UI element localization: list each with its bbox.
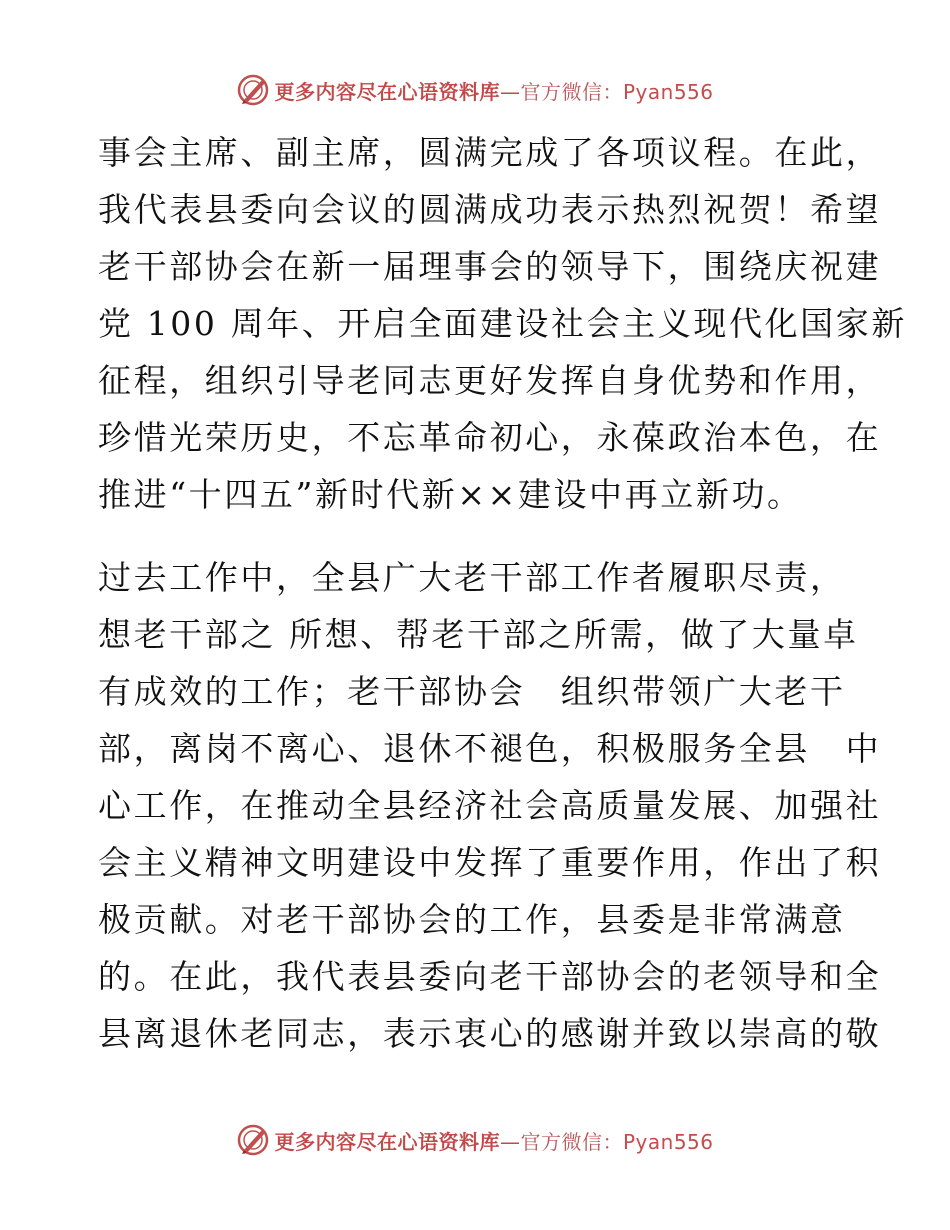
text-line: 部，离岗不离心、退休不褪色，积极服务全县 中 xyxy=(98,729,882,768)
paragraph-gap xyxy=(98,523,858,549)
text-line: 心工作，在推动全县经济社会高质量发展、加强社 xyxy=(98,786,882,825)
header-watermark xyxy=(0,70,950,110)
text-line: 有成效的工作；老干部协会 组织带领广大老干 xyxy=(98,672,846,711)
text-line: 的。在此，我代表县委向老干部协会的老领导和全 xyxy=(98,957,882,996)
watermark-dash: — xyxy=(499,79,521,104)
watermark-wechat-label: 官方微信： xyxy=(520,1129,623,1154)
watermark-wechat-label: 官方微信： xyxy=(520,79,623,104)
logo-icon xyxy=(236,73,270,107)
text-line: 珍惜光荣历史，不忘革命初心，永葆政治本色，在 xyxy=(98,418,882,457)
logo-icon xyxy=(236,1123,270,1157)
text-line: 事会主席、副主席，圆满完成了各项议程。在此， xyxy=(98,133,882,172)
text-line: 会主义精神文明建设中发挥了重要作用，作出了积 xyxy=(98,843,882,882)
text-line: 征程，组织引导老同志更好发挥自身优势和作用， xyxy=(98,361,882,400)
watermark-lead: 更多内容尽在心语资料库 xyxy=(274,1129,500,1154)
text-line: 极贡献。对老干部协会的工作，县委是非常满意 xyxy=(98,900,846,939)
watermark-handle: Pyan556 xyxy=(622,1129,714,1154)
text-line: 党 100 周年、开启全面建设社会主义现代化国家新 xyxy=(98,304,907,343)
text-line: 想老干部之 所想、帮老干部之所需，做了大量卓 xyxy=(98,615,859,654)
text-line: 老干部协会在新一届理事会的领导下，围绕庆祝建 xyxy=(98,247,882,286)
watermark-lead: 更多内容尽在心语资料库 xyxy=(274,79,500,104)
text-line: 县离退休老同志，表示衷心的感谢并致以崇高的敬 xyxy=(98,1014,882,1053)
watermark-dash: — xyxy=(499,1129,521,1154)
text-line: 过去工作中，全县广大老干部工作者履职尽责， xyxy=(98,558,846,597)
text-line: 推进“十四五”新时代新××建设中再立新功。 xyxy=(98,475,803,514)
text-line: 我代表县委向会议的圆满成功表示热烈祝贺！希望 xyxy=(98,190,882,229)
watermark-handle: Pyan556 xyxy=(622,79,714,104)
paragraph-1 xyxy=(98,124,907,523)
footer-watermark-text xyxy=(274,1126,713,1155)
header-watermark-text xyxy=(274,76,713,105)
footer-watermark xyxy=(0,1120,950,1160)
paragraph-2 xyxy=(98,549,882,1062)
document-body xyxy=(98,124,907,1062)
